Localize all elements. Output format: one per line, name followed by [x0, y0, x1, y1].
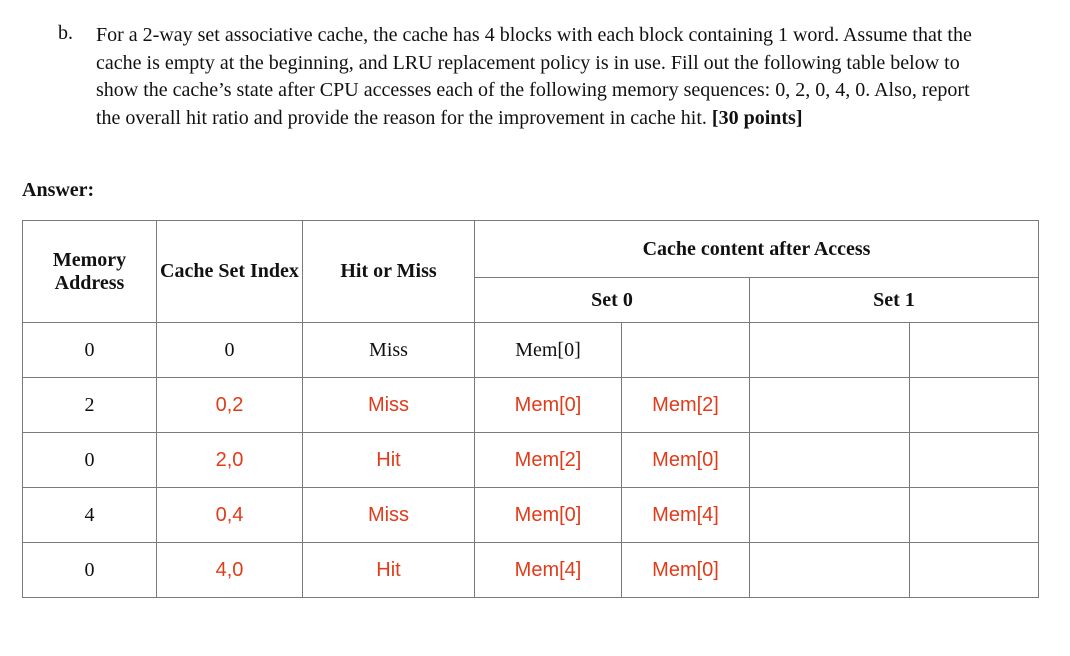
cell-set0-b: Mem[2] — [622, 378, 750, 433]
cell-set0-a: Mem[0] — [475, 323, 622, 378]
header-set1: Set 1 — [750, 278, 1039, 323]
question-label: b. — [58, 22, 73, 44]
cell-hit: Hit — [303, 543, 475, 598]
cell-set1-b — [910, 433, 1039, 488]
cell-index: 0,4 — [157, 488, 303, 543]
cell-address: 4 — [23, 488, 157, 543]
cell-address: 0 — [23, 543, 157, 598]
cell-hit: Hit — [303, 433, 475, 488]
table-row — [23, 433, 1039, 488]
answer-label: Answer: — [22, 179, 95, 201]
cell-address: 0 — [23, 433, 157, 488]
cache-table — [22, 220, 1039, 598]
cell-hit: Miss — [303, 488, 475, 543]
cell-set1-b — [910, 323, 1039, 378]
cell-set0-a: Mem[2] — [475, 433, 622, 488]
header-hit-or-miss: Hit or Miss — [303, 221, 475, 323]
header-cache-content: Cache content after Access — [475, 221, 1039, 278]
cell-set0-b: Mem[0] — [622, 433, 750, 488]
header-set0: Set 0 — [475, 278, 750, 323]
question-points: [30 points] — [711, 106, 803, 129]
cell-set1-b — [910, 488, 1039, 543]
question-body: For a 2-way set associative cache, the cache has 4 blocks with each block containing 1 word. Assume that the cache is empty at the beginning, and LRU replacement policy is in use. Fill out the following table below to show the cache’s state after CPU accesses each of the following memory sequences: 0, 2, 0, 4, 0. Also, report the overall hit ratio and provide the reason for the improvement in cache hit. — [96, 24, 972, 129]
cell-set1-a — [750, 433, 910, 488]
cell-index: 0 — [157, 323, 303, 378]
header-memory-address: Memory Address — [23, 221, 157, 323]
cell-set0-b: Mem[4] — [622, 488, 750, 543]
cell-set1-a — [750, 323, 910, 378]
cell-set1-b — [910, 543, 1039, 598]
cell-set1-a — [750, 488, 910, 543]
table-row — [23, 488, 1039, 543]
cell-address: 0 — [23, 323, 157, 378]
table-row — [23, 323, 1039, 378]
cell-index: 0,2 — [157, 378, 303, 433]
header-cache-set-index: Cache Set Index — [157, 221, 303, 323]
cell-index: 4,0 — [157, 543, 303, 598]
cell-set1-a — [750, 378, 910, 433]
cell-index: 2,0 — [157, 433, 303, 488]
cell-address: 2 — [23, 378, 157, 433]
cell-set0-b — [622, 323, 750, 378]
cell-set0-b: Mem[0] — [622, 543, 750, 598]
cell-set1-b — [910, 378, 1039, 433]
cell-hit: Miss — [303, 378, 475, 433]
question-text — [96, 22, 996, 132]
cell-hit: Miss — [303, 323, 475, 378]
cell-set1-a — [750, 543, 910, 598]
cell-set0-a: Mem[0] — [475, 488, 622, 543]
table-row — [23, 378, 1039, 433]
table-row — [23, 543, 1039, 598]
cell-set0-a: Mem[4] — [475, 543, 622, 598]
cell-set0-a: Mem[0] — [475, 378, 622, 433]
